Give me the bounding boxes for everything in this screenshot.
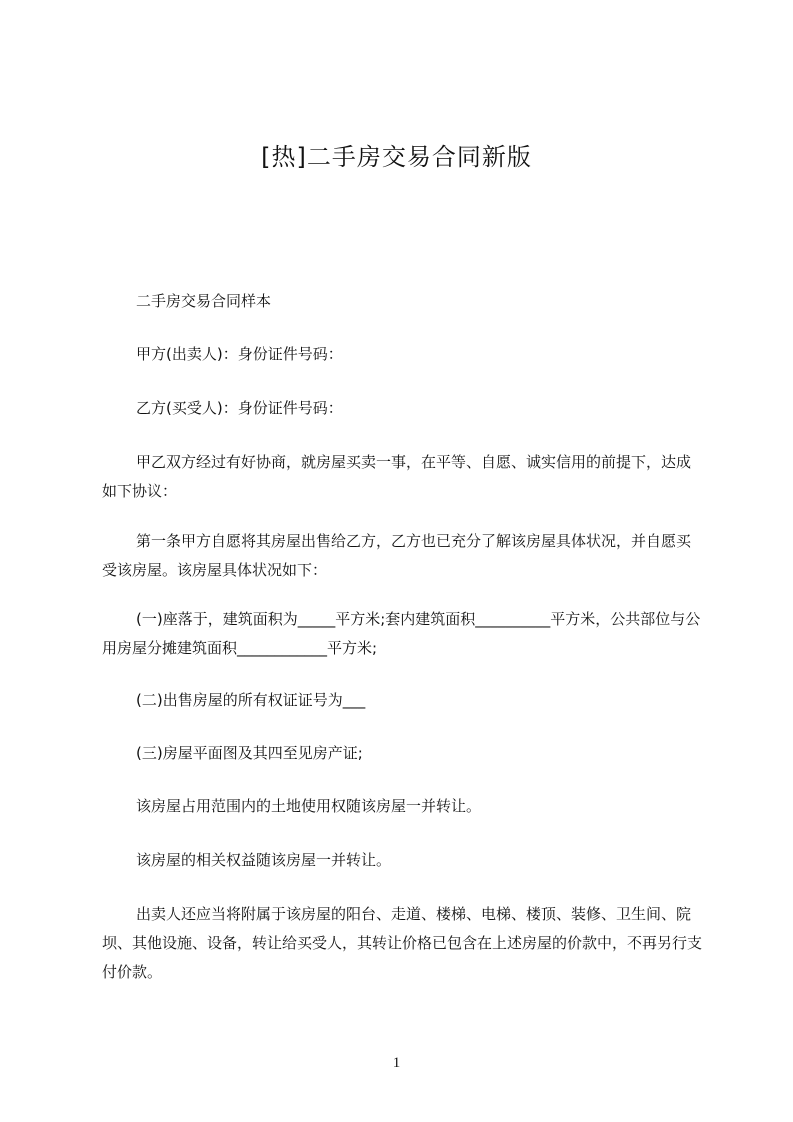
paragraph-article-one: 第一条甲方自愿将其房屋出售给乙方，乙方也已充分了解该房屋具体状况，并自愿买受该房屋。该房屋具体状况如下： [102, 532, 692, 579]
paragraph-party-b: 乙方(买受人)：身份证件号码： [136, 399, 343, 417]
paragraph-attached-facilities: 出卖人还应当将附属于该房屋的阳台、走道、楼梯、电梯、楼顶、装修、卫生间、院坝、其他设施、设备，转让给买受人，其转让价格已包含在上述房屋的价款中，不再另行支付价款。 [102, 905, 703, 981]
paragraph-party-a: 甲方(出卖人)：身份证件号码： [136, 345, 343, 363]
page-number: 1 [392, 1055, 401, 1071]
paragraph-item-two: (二)出售房屋的所有权证证号为___ [136, 691, 366, 709]
paragraph-land-use: 该房屋占用范围内的土地使用权随该房屋一并转让。 [136, 797, 482, 815]
paragraph-item-one: (一)座落于，建筑面积为_____平方米;套内建筑面积__________平方米，公共部位与公用房屋分摊建筑面积____________平方米; [102, 610, 701, 657]
paragraph-related-rights: 该房屋的相关权益随该房屋一并转让。 [136, 851, 392, 869]
paragraph-heading: 二手房交易合同样本 [136, 292, 272, 310]
paragraph-agreement-intro: 甲乙双方经过有好协商，就房屋买卖一事，在平等、自愿、诚实信用的前提下，达成如下协议： [102, 453, 692, 500]
paragraph-item-three: (三)房屋平面图及其四至见房产证; [136, 744, 363, 762]
document-title: [热]二手房交易合同新版 [261, 143, 532, 171]
